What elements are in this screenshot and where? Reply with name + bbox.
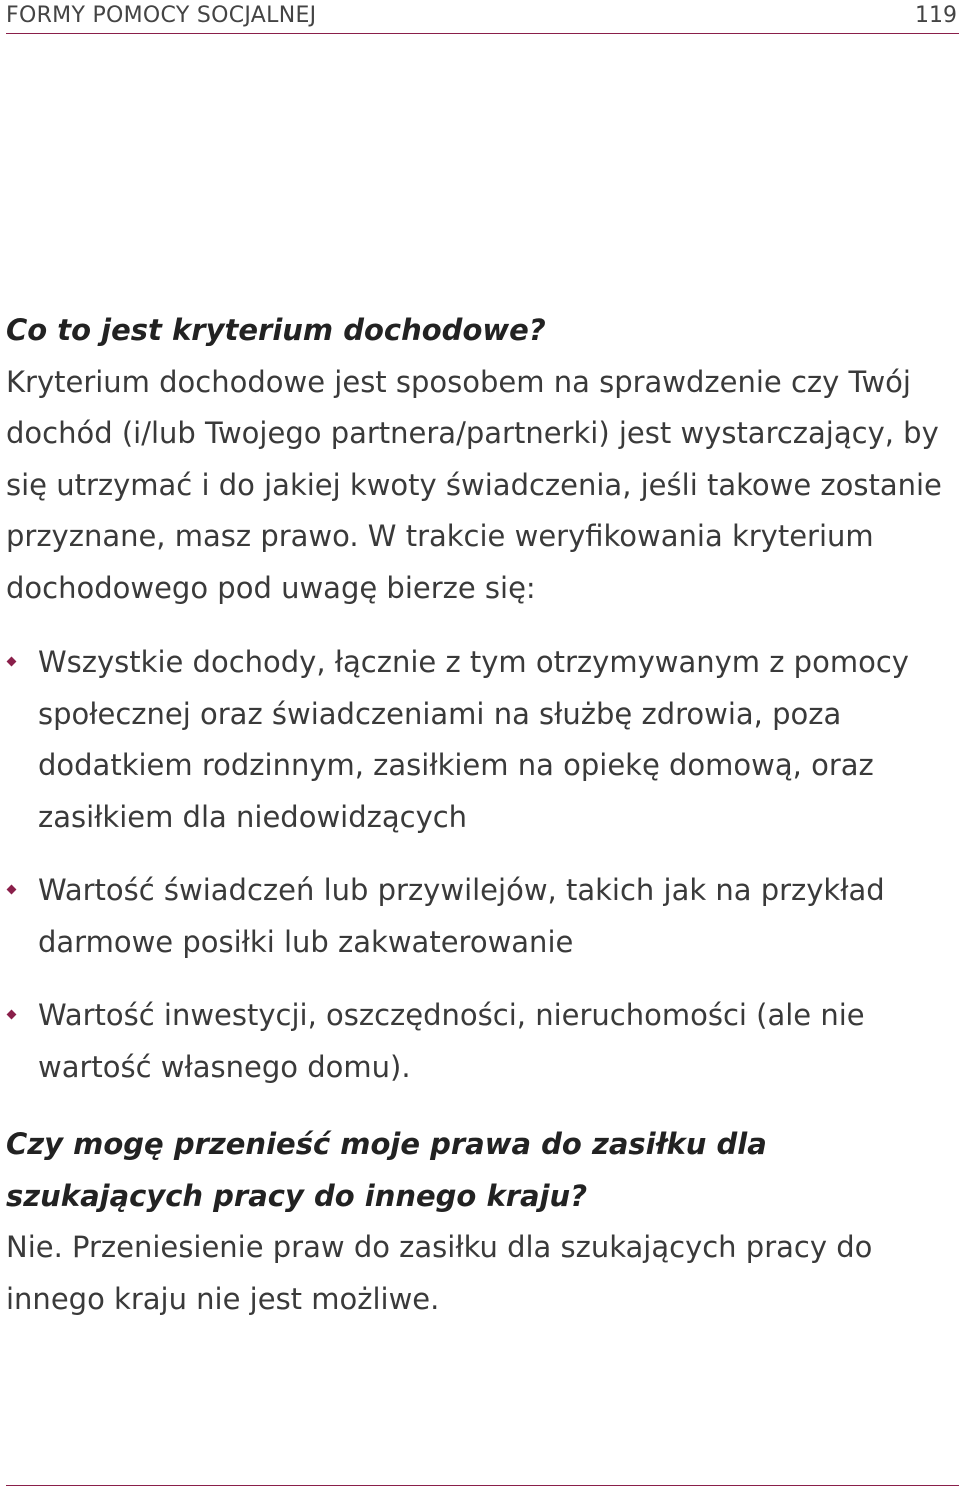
diamond-bullet-icon xyxy=(7,885,17,895)
answer-transfer-benefits: Nie. Przeniesienie praw do zasiłku dla szukających pracy do innego kraju nie jest możliwe. xyxy=(6,1230,873,1316)
diamond-bullet-icon xyxy=(7,1010,17,1020)
list-item-text: Wartość inwestycji, oszczędności, nieruchomości (ale nie wartość własnego domu). xyxy=(38,998,865,1084)
bullet-list xyxy=(6,637,959,1093)
question-transfer-benefits: Czy mogę przenieść moje prawa do zasiłku dla szukających pracy do innego kraju? xyxy=(6,1127,767,1213)
list-item xyxy=(6,865,959,968)
page-number: 119 xyxy=(915,3,957,28)
page-header xyxy=(6,0,959,34)
list-item-text: Wszystkie dochody, łącznie z tym otrzymywanym z pomocy społecznej oraz świadczeniami na służbę zdrowia, poza dodatkiem rodzinnym, zasiłkiem na opiekę domową, oraz zasiłkiem dla niedowidzących xyxy=(38,645,909,834)
diamond-bullet-icon xyxy=(7,657,17,667)
question-income-criterion: Co to jest kryterium dochodowe? xyxy=(6,313,546,347)
page-content xyxy=(6,305,959,1325)
list-item xyxy=(6,637,959,843)
running-header-title: FORMY POMOCY SOCJALNEJ xyxy=(6,3,317,28)
paragraph-income-criterion: Kryterium dochodowe jest sposobem na sprawdzenie czy Twój dochód (i/lub Twojego partnera/partnerki) jest wystarczający, by się utrzymać i do jakiej kwoty świadczenia, jeśli takowe zostanie przyznane, masz prawo. W trakcie weryfikowania kryterium dochodowego pod uwagę bierze się: xyxy=(6,364,942,605)
list-item xyxy=(6,990,959,1093)
footer-divider xyxy=(6,1485,959,1486)
list-item-text: Wartość świadczeń lub przywilejów, takich jak na przykład darmowe posiłki lub zakwaterowanie xyxy=(38,873,885,959)
